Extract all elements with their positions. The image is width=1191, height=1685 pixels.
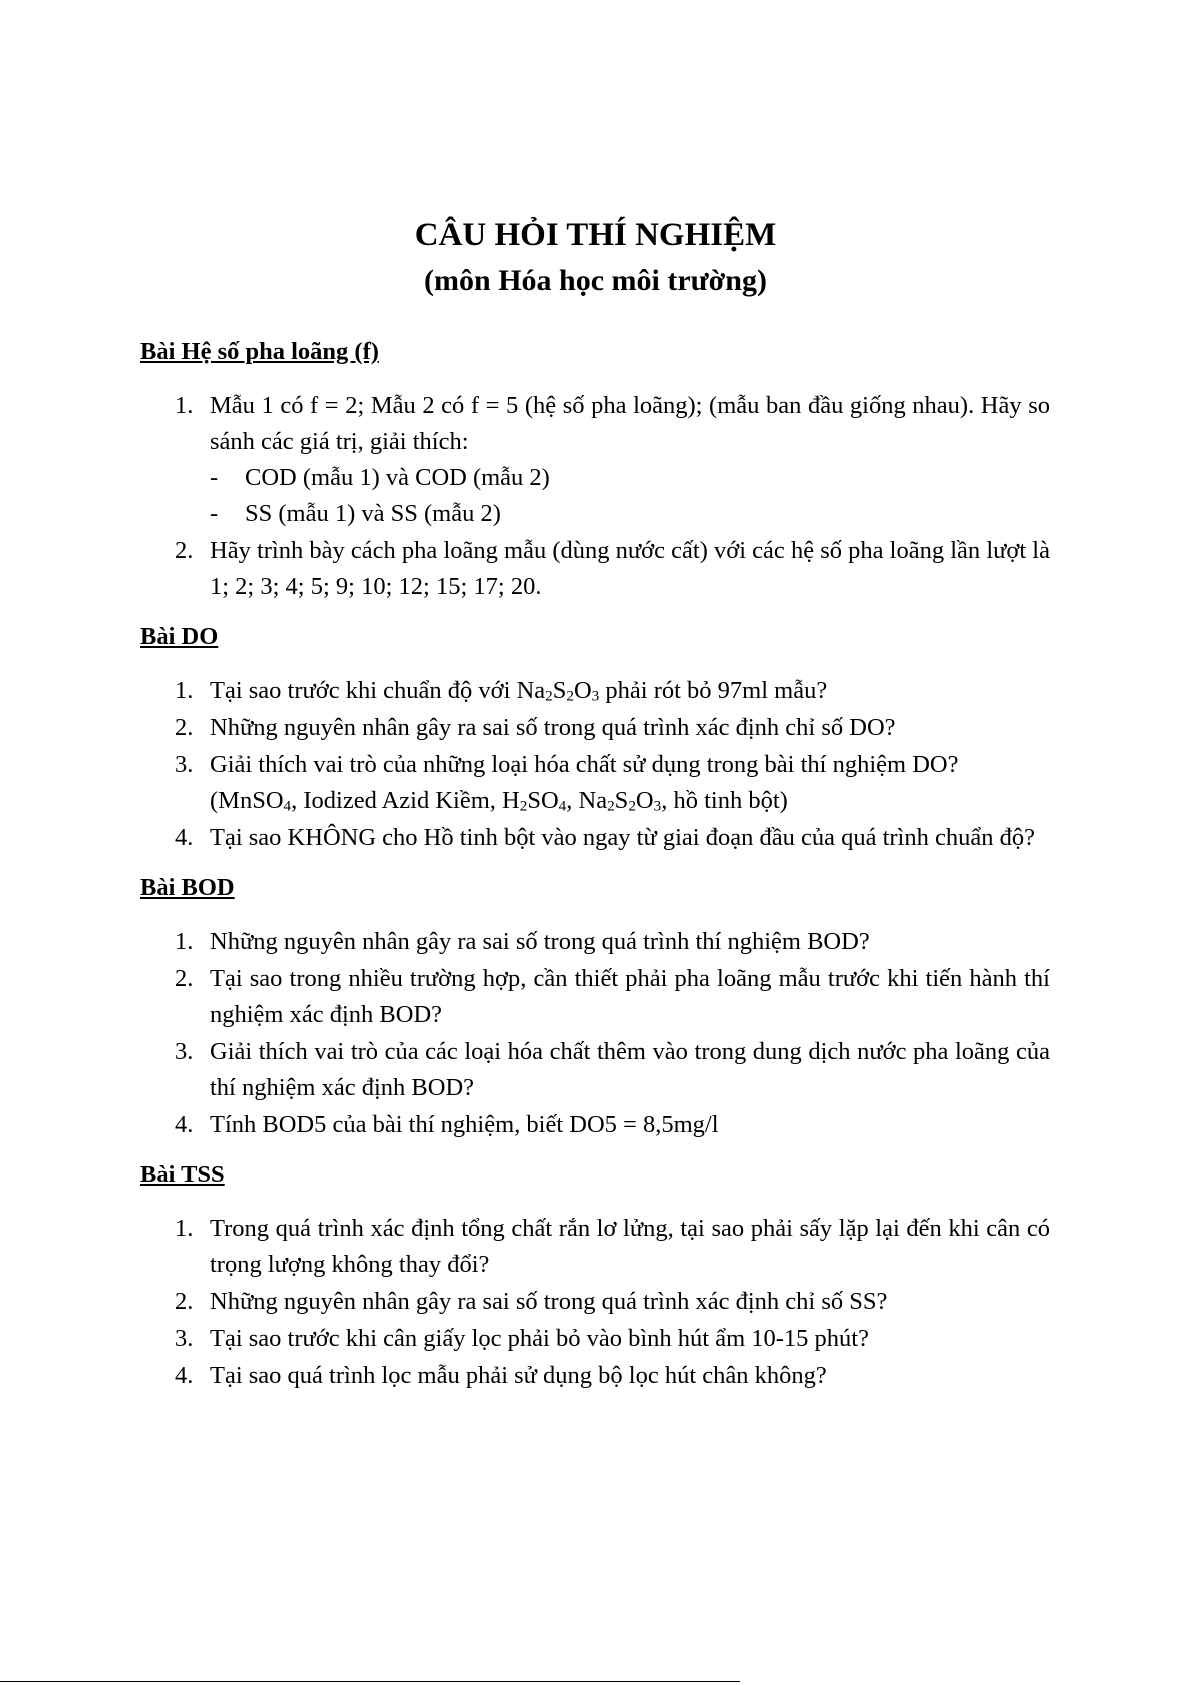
question-number: 1.: [175, 1215, 194, 1242]
question-item: [140, 961, 1050, 1033]
question-item: [140, 1284, 1050, 1320]
question-text: Những nguyên nhân gây ra sai số trong quá trình xác định chỉ số SS?: [210, 1288, 888, 1315]
section-do: [140, 619, 1050, 856]
question-list: [140, 673, 1050, 856]
question-item: [140, 1321, 1050, 1357]
question-text: Giải thích vai trò của những loại hóa chất sử dụng trong bài thí nghiệm DO?: [210, 751, 959, 778]
section-tss: [140, 1157, 1050, 1394]
section-heading: Bài BOD: [140, 874, 235, 901]
question-text: Giải thích vai trò của các loại hóa chất thêm vào trong dung dịch nước pha loãng của thí nghiệm xác định BOD?: [210, 1038, 1050, 1101]
question-text: Trong quá trình xác định tổng chất rắn lơ lửng, tại sao phải sấy lặp lại đến khi cân có trọng lượng không thay đổi?: [210, 1215, 1050, 1278]
question-text: Tại sao trong nhiều trường hợp, cần thiết phải pha loãng mẫu trước khi tiến hành thí nghiệm xác định BOD?: [210, 965, 1050, 1028]
sub-item-text: SS (mẫu 1) và SS (mẫu 2): [245, 500, 501, 527]
sub-item: - COD (mẫu 1) và COD (mẫu 2): [210, 464, 550, 491]
questions-content: [140, 334, 1050, 1408]
page-title: CÂU HỎI THÍ NGHIỆM: [414, 217, 777, 253]
question-number: 2.: [175, 965, 194, 992]
question-item: [140, 1358, 1050, 1394]
sub-item: - SS (mẫu 1) và SS (mẫu 2): [210, 500, 501, 527]
question-text: Tại sao trước khi cân giấy lọc phải bỏ vào bình hút ẩm 10-15 phút?: [210, 1325, 869, 1352]
question-text: Hãy trình bày cách pha loãng mẫu (dùng nước cất) với các hệ số pha loãng lần lượt là 1; 2; 3; 4; 5; 9; 10; 12; 15; 17; 20.: [210, 537, 1050, 600]
question-list: [140, 1211, 1050, 1394]
question-item: [140, 388, 1050, 532]
question-number: 2.: [175, 537, 194, 564]
sub-item-text: COD (mẫu 1) và COD (mẫu 2): [245, 464, 550, 491]
section-heading: Bài TSS: [140, 1161, 225, 1188]
question-item: [140, 1211, 1050, 1283]
question-text: Những nguyên nhân gây ra sai số trong quá trình xác định chỉ số DO?: [210, 714, 896, 741]
question-number: 3.: [175, 1038, 194, 1065]
sub-list: [210, 460, 1050, 532]
footer-rule: [0, 1681, 740, 1682]
question-number: 3.: [175, 1325, 194, 1352]
question-number: 4.: [175, 1362, 194, 1389]
question-text: Tại sao quá trình lọc mẫu phải sử dụng bộ lọc hút chân không?: [210, 1362, 827, 1389]
question-number: 3.: [175, 751, 194, 778]
question-text: Tại sao KHÔNG cho Hồ tinh bột vào ngay từ giai đoạn đầu của quá trình chuẩn độ?: [210, 824, 1035, 851]
question-item: [140, 1107, 1050, 1143]
title-block: [0, 212, 1191, 304]
question-item: [140, 1034, 1050, 1106]
question-item: [140, 820, 1050, 856]
section-bod: [140, 870, 1050, 1143]
question-item: [140, 533, 1050, 605]
page-subtitle: (môn Hóa học môi trường): [424, 264, 767, 297]
question-item: [140, 924, 1050, 960]
question-number: 2.: [175, 714, 194, 741]
question-number: 2.: [175, 1288, 194, 1315]
section-dilution-factor: [140, 334, 1050, 605]
question-list: [140, 924, 1050, 1143]
question-text: Những nguyên nhân gây ra sai số trong quá trình thí nghiệm BOD?: [210, 928, 870, 955]
question-number: 1.: [175, 392, 194, 419]
question-list: [140, 388, 1050, 605]
question-text: Tại sao trước khi chuẩn độ với $Na_2S_2O_3$ phải rót bỏ 97ml mẫu?: [210, 677, 828, 705]
question-item: [140, 710, 1050, 746]
question-number: 1.: [175, 677, 194, 704]
question-item: [140, 673, 1050, 709]
question-item: [140, 747, 1050, 819]
question-text: Tính BOD5 của bài thí nghiệm, biết DO5 = 8,5mg/l: [210, 1111, 719, 1138]
question-number: 4.: [175, 1111, 194, 1138]
section-heading: Bài Hệ số pha loãng (f): [140, 338, 379, 365]
question-number: 4.: [175, 824, 194, 851]
section-heading: Bài DO: [140, 623, 219, 650]
question-text-line2: (MnSO$_4$, Iodized Azid Kiềm, $H_2SO_4$, $Na_2S_2O_3$, hồ tinh bột): [210, 787, 788, 815]
question-text: Mẫu 1 có f = 2; Mẫu 2 có f = 5 (hệ số pha loãng); (mẫu ban đầu giống nhau). Hãy so sánh các giá trị, giải thích:: [210, 392, 1050, 455]
question-number: 1.: [175, 928, 194, 955]
